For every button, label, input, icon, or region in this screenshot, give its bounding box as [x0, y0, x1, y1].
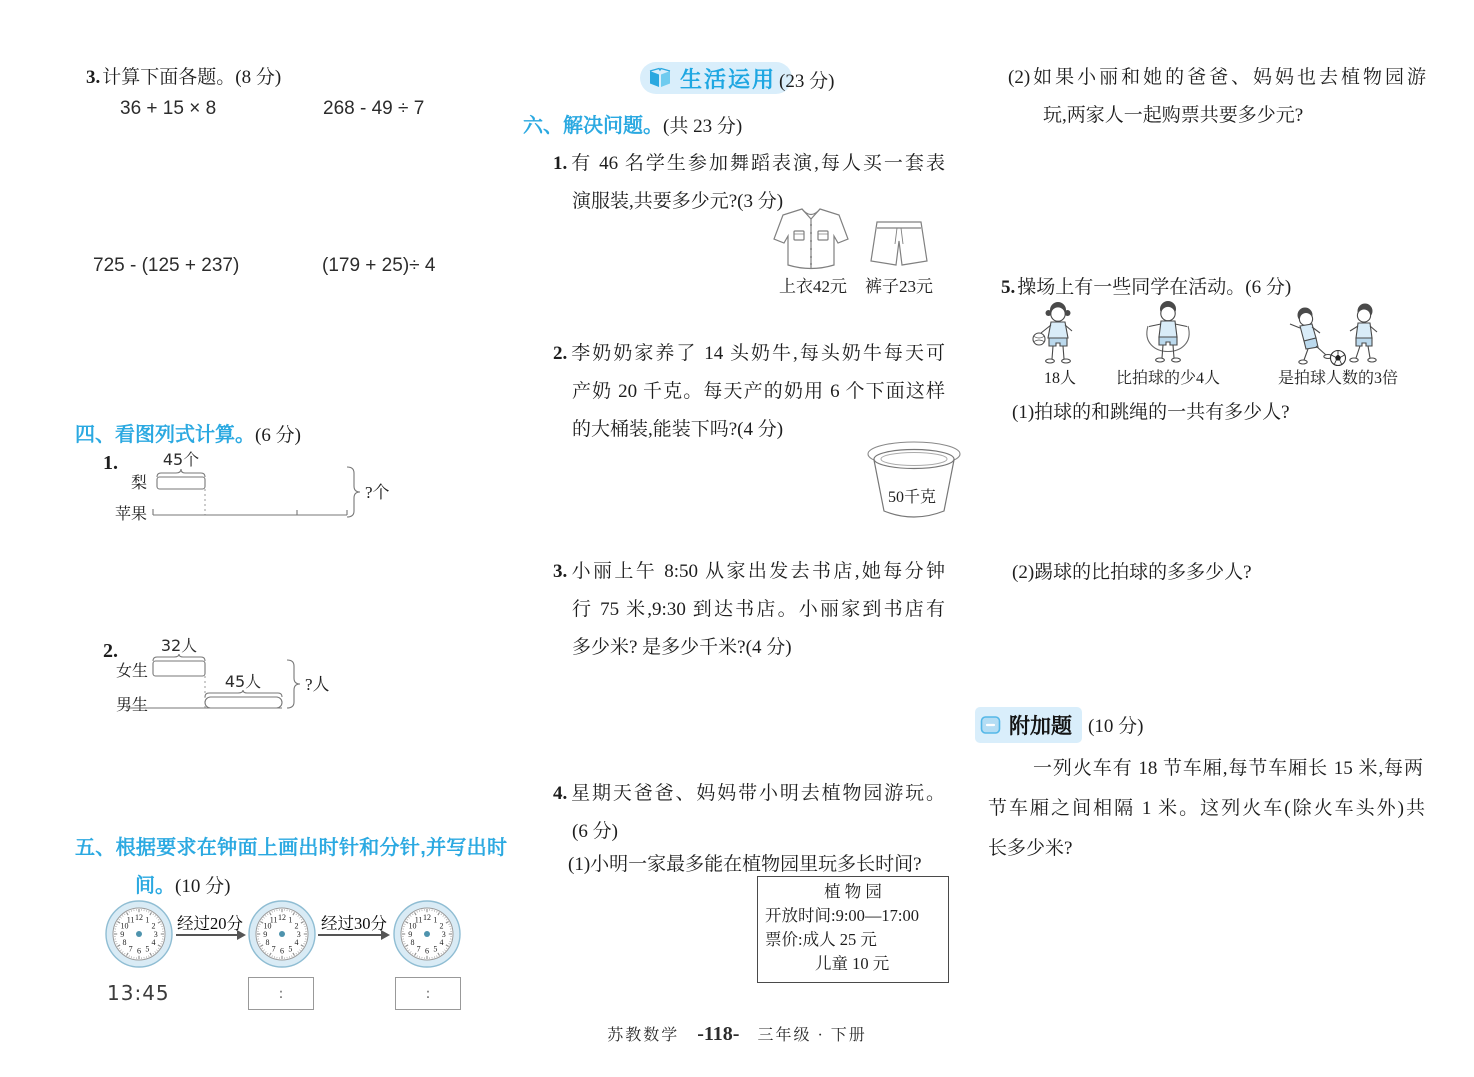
playground-illustration	[1020, 300, 1440, 390]
calc-expression-3: 725 - (125 + 237)	[93, 255, 240, 276]
question-number: 3.	[553, 561, 568, 582]
q4-line1	[553, 778, 945, 805]
q3-line2: 行 75 米,9:30 到达书店。小丽家到书店有	[572, 599, 945, 620]
brace-right-icon	[287, 660, 300, 708]
diagram2-row2-label: 男生	[115, 697, 148, 714]
svg-text:4: 4	[294, 938, 299, 948]
shorts-icon	[871, 222, 927, 265]
svg-text:12: 12	[278, 913, 286, 922]
section6-title	[523, 109, 742, 138]
arrow-right-icon	[318, 934, 388, 936]
svg-text:2: 2	[294, 921, 299, 931]
q4-text: 星期天爸爸、妈妈带小明去植物园游玩。	[569, 783, 945, 804]
diagram1-top-label: 45个	[162, 450, 200, 469]
section4-title-text: 四、看图列式计算。	[75, 424, 255, 446]
diagram2-top-label: 32人	[160, 636, 198, 655]
time-answer-box-1: :	[248, 977, 314, 1010]
footer-page-number: -118-	[697, 1023, 740, 1045]
svg-text:10: 10	[120, 921, 129, 931]
calc-title-text: 计算下面各题。	[102, 67, 236, 88]
clock-face-2	[247, 899, 317, 969]
clock1-time-label: 13:45	[107, 981, 170, 1005]
svg-text:11: 11	[269, 915, 278, 925]
svg-text:1: 1	[433, 915, 438, 925]
svg-text:9: 9	[263, 929, 268, 939]
footer-volume: 三年级 · 下册	[757, 1027, 867, 1044]
svg-text:5: 5	[145, 944, 150, 954]
section4-score: (6 分)	[255, 425, 301, 446]
question-number: 4.	[553, 783, 568, 804]
svg-text:2: 2	[439, 921, 444, 931]
q1-line2: 演服装,共要多少元?(3 分)	[572, 191, 784, 212]
shirt-price-label: 上衣42元	[779, 277, 847, 296]
q4-sub1: (1)小明一家最多能在植物园里玩多长时间?	[568, 854, 922, 875]
svg-text:7: 7	[271, 944, 276, 954]
svg-text:2: 2	[151, 921, 156, 931]
svg-text:6: 6	[137, 946, 141, 956]
bar-diagram-girls-boys	[95, 625, 355, 725]
q4-sub2-line1: (2)如果小丽和她的爸爸、妈妈也去植物园游	[1008, 67, 1426, 88]
boy-jump-rope-figure	[1147, 301, 1189, 362]
svg-text:6: 6	[280, 946, 284, 956]
q5-sub1: (1)拍球的和跳绳的一共有多少人?	[1012, 402, 1290, 423]
svg-text:8: 8	[410, 938, 415, 948]
clock-face-3	[392, 899, 462, 969]
clothes-illustration	[770, 205, 940, 300]
sign-price-child: 儿童 10 元	[815, 954, 890, 973]
badge-score: (23 分)	[779, 71, 835, 92]
svg-text:7: 7	[128, 944, 133, 954]
rope-count-label: 比拍球的少4人	[1115, 370, 1221, 387]
q3-text: 小丽上午 8:50 从家出发去书店,她每分钟	[569, 561, 945, 582]
question-number: 1.	[553, 153, 568, 174]
svg-text:7: 7	[416, 944, 421, 954]
svg-text:12: 12	[135, 913, 143, 922]
section6-score: (共 23 分)	[663, 116, 743, 137]
pear-bar	[157, 477, 205, 489]
arrow-right-icon	[176, 934, 244, 936]
clock-face-1	[104, 899, 174, 969]
q5-sub2: (2)踢球的比拍球的多多少人?	[1012, 562, 1252, 583]
elapsed-label-1: 经过20分	[177, 914, 243, 933]
sign-hours: 开放时间:9:00—17:00	[765, 906, 920, 925]
question-number: 2.	[553, 343, 568, 364]
memo-icon	[979, 713, 1003, 737]
bonus-badge-label: 附加题	[1009, 715, 1072, 738]
bonus-line1: 一列火车有 18 节车厢,每节车厢长 15 米,每两	[1033, 758, 1423, 779]
girl-bouncing-ball-figure	[1033, 302, 1072, 363]
section6-title-text: 六、解决问题。	[523, 115, 663, 137]
diagram2-question-label: ?人	[305, 675, 330, 694]
svg-text:4: 4	[151, 938, 156, 948]
svg-text:10: 10	[263, 921, 272, 931]
life-application-badge	[640, 62, 792, 94]
question-number: 5.	[1001, 277, 1016, 298]
brace-top-icon	[157, 469, 205, 477]
section5-title-text: 间。	[135, 875, 175, 897]
q5-text: 操场上有一些同学在活动。(6 分)	[1017, 277, 1292, 298]
svg-text:6: 6	[425, 946, 429, 956]
clock-center-dot	[136, 931, 142, 937]
svg-text:5: 5	[288, 944, 293, 954]
bonus-line3: 长多少米?	[988, 838, 1073, 859]
q5-title	[1001, 272, 1291, 299]
svg-text:8: 8	[122, 938, 127, 948]
svg-text:11: 11	[414, 915, 423, 925]
calc-expression-2: 268 - 49 ÷ 7	[323, 98, 425, 119]
bar-diagram-pears-apples	[95, 445, 405, 530]
ball-count-label: 18人	[1043, 370, 1077, 387]
svg-text:5: 5	[433, 944, 438, 954]
sign-title: 植 物 园	[824, 882, 882, 901]
clock-center-dot	[279, 931, 285, 937]
svg-text:1: 1	[288, 915, 293, 925]
q2-line2: 产奶 20 千克。每天产的奶用 6 个下面这样	[572, 381, 945, 402]
page-footer	[0, 1022, 1474, 1046]
q4-line2: (6 分)	[572, 821, 618, 842]
shirt-icon	[774, 209, 848, 269]
boys-extra-bar	[205, 697, 282, 708]
bonus-score: (10 分)	[1088, 716, 1144, 737]
botanical-garden-sign	[757, 876, 949, 983]
calc-expression-1: 36 + 15 × 8	[120, 98, 217, 119]
q4-sub2-line2: 玩,两家人一起购票共要多少元?	[1043, 105, 1304, 126]
svg-text:10: 10	[408, 921, 417, 931]
svg-text:1: 1	[145, 915, 150, 925]
svg-text:3: 3	[153, 929, 158, 939]
svg-text:12: 12	[423, 913, 431, 922]
brace-mid-icon	[205, 690, 282, 697]
section5-title-line2	[135, 869, 230, 898]
svg-text:9: 9	[120, 929, 125, 939]
calc-section-title	[86, 62, 281, 89]
svg-text:4: 4	[439, 938, 444, 948]
apple-bar-line	[153, 509, 347, 515]
calc-expression-4: (179 + 25)÷ 4	[322, 255, 436, 276]
section5-score: (10 分)	[175, 876, 231, 897]
milk-bucket-illustration	[858, 437, 970, 523]
brace-right-icon	[347, 467, 360, 517]
svg-text:8: 8	[265, 938, 270, 948]
footer-brand: 苏教数学	[607, 1027, 680, 1044]
q2-line3: 的大桶装,能装下吗?(4 分)	[572, 419, 784, 440]
sign-price-adult: 票价:成人 25 元	[765, 930, 877, 949]
bonus-line2: 节车厢之间相隔 1 米。这列火车(除火车头外)共	[988, 798, 1425, 819]
boys-soccer-figures	[1290, 304, 1377, 366]
q1-line1	[553, 148, 945, 175]
girls-bar	[153, 661, 205, 676]
q1-text: 有 46 名学生参加舞蹈表演,每人买一套表	[569, 153, 945, 174]
q2-line1	[553, 338, 945, 365]
q3-line3: 多少米? 是多少千米?(4 分)	[572, 637, 792, 658]
diagram1-row1-label: 梨	[130, 475, 147, 492]
diagram2-row1-label: 女生	[115, 663, 148, 680]
calc-score: (8 分)	[235, 67, 282, 88]
section4-title	[75, 418, 301, 447]
svg-text:3: 3	[441, 929, 446, 939]
bucket-capacity-label: 50千克	[888, 489, 937, 506]
svg-text:3: 3	[296, 929, 301, 939]
question-number: 3.	[86, 67, 101, 88]
soccer-count-label: 是拍球人数的3倍	[1277, 370, 1399, 387]
diagram1-row2-label: 苹果	[114, 506, 147, 523]
shorts-price-label: 裤子23元	[865, 277, 933, 296]
diagram2-number: 2.	[103, 640, 118, 662]
badge-label: 生活运用	[680, 66, 777, 92]
brace-top-icon	[153, 654, 205, 661]
clock-center-dot	[424, 931, 430, 937]
svg-text:11: 11	[126, 915, 135, 925]
bonus-question-badge	[975, 707, 1082, 743]
q3-line1	[553, 556, 945, 583]
diagram1-question-label: ?个	[365, 483, 390, 502]
diagram1-number: 1.	[103, 452, 118, 474]
elapsed-label-2: 经过30分	[321, 914, 387, 933]
time-answer-box-2: :	[395, 977, 461, 1010]
svg-text:9: 9	[408, 929, 413, 939]
open-book-icon	[647, 66, 673, 90]
q2-text: 李奶奶家养了 14 头奶牛,每头奶牛每天可	[569, 343, 945, 364]
section5-title-line1: 五、根据要求在钟面上画出时针和分针,并写出时	[75, 837, 507, 859]
diagram2-mid-label: 45人	[224, 672, 262, 691]
